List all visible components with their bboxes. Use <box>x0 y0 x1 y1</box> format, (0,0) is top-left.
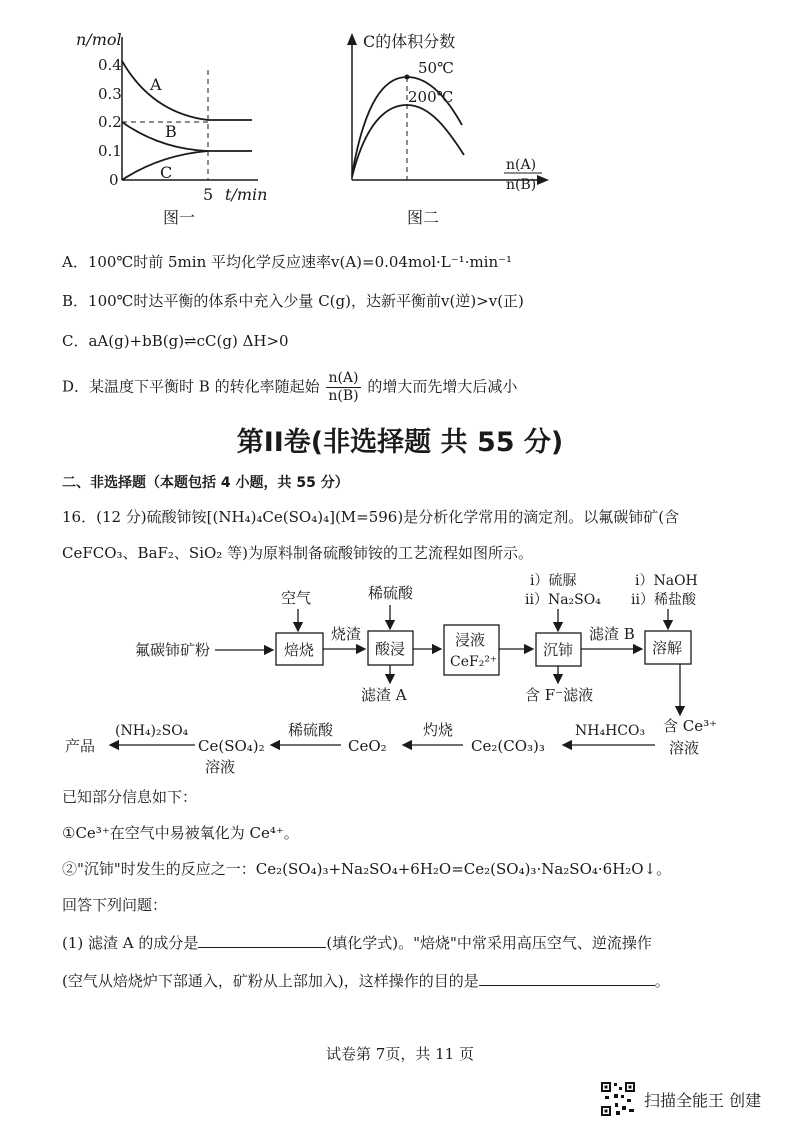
option-d <box>62 370 517 405</box>
flow-roast: 焙烧 <box>284 641 315 659</box>
fig2-x-arrow <box>537 175 549 185</box>
fig1-ytick-0: 0 <box>109 171 119 189</box>
flow-leach-liquid-2: CeF₂²⁺ <box>450 654 498 670</box>
info-item-1: ①Ce³⁺在空气中易被氧化为 Ce⁴⁺。 <box>62 824 299 842</box>
fig2-xlabel-den: n(B) <box>506 177 537 193</box>
q1-line2 <box>62 970 670 991</box>
flow-f-liquid: 含 F⁻滤液 <box>525 686 594 704</box>
fig1-ytick-04: 0.4 <box>98 56 122 74</box>
option-b: B．100℃时达平衡的体系中充入少量 C(g)，达新平衡前v(逆)>v(正) <box>62 292 524 310</box>
flow-ceso4-2: 溶液 <box>205 758 236 776</box>
flow-product: 产品 <box>65 737 96 755</box>
flow-air: 空气 <box>281 589 312 607</box>
flow-precip: 沉铈 <box>543 641 574 659</box>
process-flow-diagram <box>55 565 745 780</box>
q1-part1: (1) 滤渣 A 的成分是 <box>62 934 199 952</box>
fig1-curve-a <box>122 61 252 120</box>
fig1-xlabel: t/min <box>225 185 268 204</box>
fig1-ytick-01: 0.1 <box>98 142 122 160</box>
fig2-label-200c: 200℃ <box>408 88 454 106</box>
fig2-curve-200c <box>352 105 464 177</box>
flow-nh4hco3: NH₄HCO₃ <box>575 723 646 739</box>
flow-dilute-acid: 稀硫酸 <box>368 584 414 602</box>
fig2-label-50c: 50℃ <box>418 59 454 77</box>
answer-prompt: 回答下列问题： <box>62 896 168 914</box>
flow-ce3-2: 溶液 <box>669 739 700 757</box>
fig2-peak-point <box>405 75 410 80</box>
flow-ce3-1: 含 Ce³⁺ <box>663 717 718 735</box>
flow-slag-a: 滤渣 A <box>361 686 407 704</box>
section-title: 第II卷(非选择题 共 55 分) <box>236 427 564 458</box>
flow-dilute-acid2: 稀硫酸 <box>288 721 334 739</box>
q1-line2-text: (空气从焙烧炉下部通入，矿粉从上部加入)，这样操作的目的是 <box>62 972 479 990</box>
section-subtitle: 二、非选择题（本题包括 4 小题，共 55 分） <box>62 475 349 491</box>
fig2-ylabel: C的体积分数 <box>363 32 456 51</box>
flow-calcine: 灼烧 <box>423 721 454 739</box>
info-item-2: ②"沉铈"时发生的反应之一：Ce₂(SO₄)₃+Na₂SO₄+6H₂O=Ce₂(SO₄)₃·Na₂SO₄·6H₂O↓。 <box>62 860 672 878</box>
fig1-ytick-03: 0.3 <box>98 85 122 103</box>
flow-nh4so4: (NH₄)₂SO₄ <box>115 723 189 739</box>
q16-line2: CeFCO₃、BaF₂、SiO₂ 等)为原料制备硫酸铈铵的工艺流程如图所示。 <box>62 544 533 562</box>
q1-part2: (填化学式)。"焙烧"中常采用高压空气、逆流操作 <box>326 934 652 952</box>
fig1-caption: 图一 <box>163 208 196 227</box>
option-d-pre: D．某温度下平衡时 B 的转化率随起始 <box>62 377 320 396</box>
flow-slag-b: 滤渣 B <box>589 625 635 643</box>
flow-reagents1-2: ii）Na₂SO₄ <box>525 592 601 608</box>
page-footer: 试卷第 7页，共 11 页 <box>326 1045 474 1063</box>
flow-roasted-slag: 烧渣 <box>331 625 362 643</box>
option-a: A．100℃时前 5min 平均化学反应速率v(A)=0.04mol·L⁻¹·min⁻¹ <box>62 253 513 271</box>
q1-blank-1[interactable] <box>198 933 326 948</box>
option-c: C．aA(g)+bB(g)⇌cC(g) ΔH>0 <box>62 332 289 350</box>
fig1-label-a: A <box>150 75 162 94</box>
fig2-y-arrow <box>347 33 357 45</box>
figure-1-chart <box>60 25 280 230</box>
fig1-ytick-02: 0.2 <box>98 113 122 131</box>
option-d-den: n(B) <box>328 388 359 404</box>
info-intro: 已知部分信息如下： <box>62 788 198 806</box>
q16-line1: 16．(12 分)硫酸铈铵[(NH₄)₄Ce(SO₄)₄](M=596)是分析化学常用的滴定剂。以氟碳铈矿(含 <box>62 508 680 526</box>
q1-blank-2[interactable] <box>479 971 655 986</box>
option-d-post: 的增大而先增大后减小 <box>367 377 518 396</box>
q1-line1 <box>62 932 652 953</box>
fig2-caption: 图二 <box>407 208 440 227</box>
flow-start: 氟碳铈矿粉 <box>135 641 211 659</box>
fig2-xlabel-num: n(A) <box>506 157 537 173</box>
flow-reagents1-1: i）硫脲 <box>530 573 577 589</box>
fig1-ylabel: n/mol <box>76 30 122 49</box>
q1-end: 。 <box>654 972 670 990</box>
fig1-xtick-5: 5 <box>203 185 214 204</box>
fig1-curve-b <box>122 122 252 151</box>
option-d-num: n(A) <box>326 370 360 388</box>
figure-2-chart <box>330 25 560 230</box>
flow-ceso4-1: Ce(SO₄)₂ <box>198 737 265 755</box>
flow-dissolve: 溶解 <box>652 639 683 657</box>
fig1-label-c: C <box>160 163 173 182</box>
fig1-label-b: B <box>165 122 177 141</box>
qr-code-icon <box>600 1081 636 1117</box>
flow-reagents2-1: i）NaOH <box>635 573 698 589</box>
scanner-text: 扫描全能王 创建 <box>644 1090 762 1110</box>
option-d-fraction <box>326 370 360 405</box>
flow-ceo2: CeO₂ <box>348 737 387 755</box>
flow-leach-liquid-1: 浸液 <box>455 631 486 649</box>
scanner-watermark <box>600 1081 761 1117</box>
flow-acid-leach: 酸浸 <box>375 640 406 658</box>
flow-reagents2-2: ii）稀盐酸 <box>631 592 696 608</box>
flow-carbonate: Ce₂(CO₃)₃ <box>471 737 545 755</box>
